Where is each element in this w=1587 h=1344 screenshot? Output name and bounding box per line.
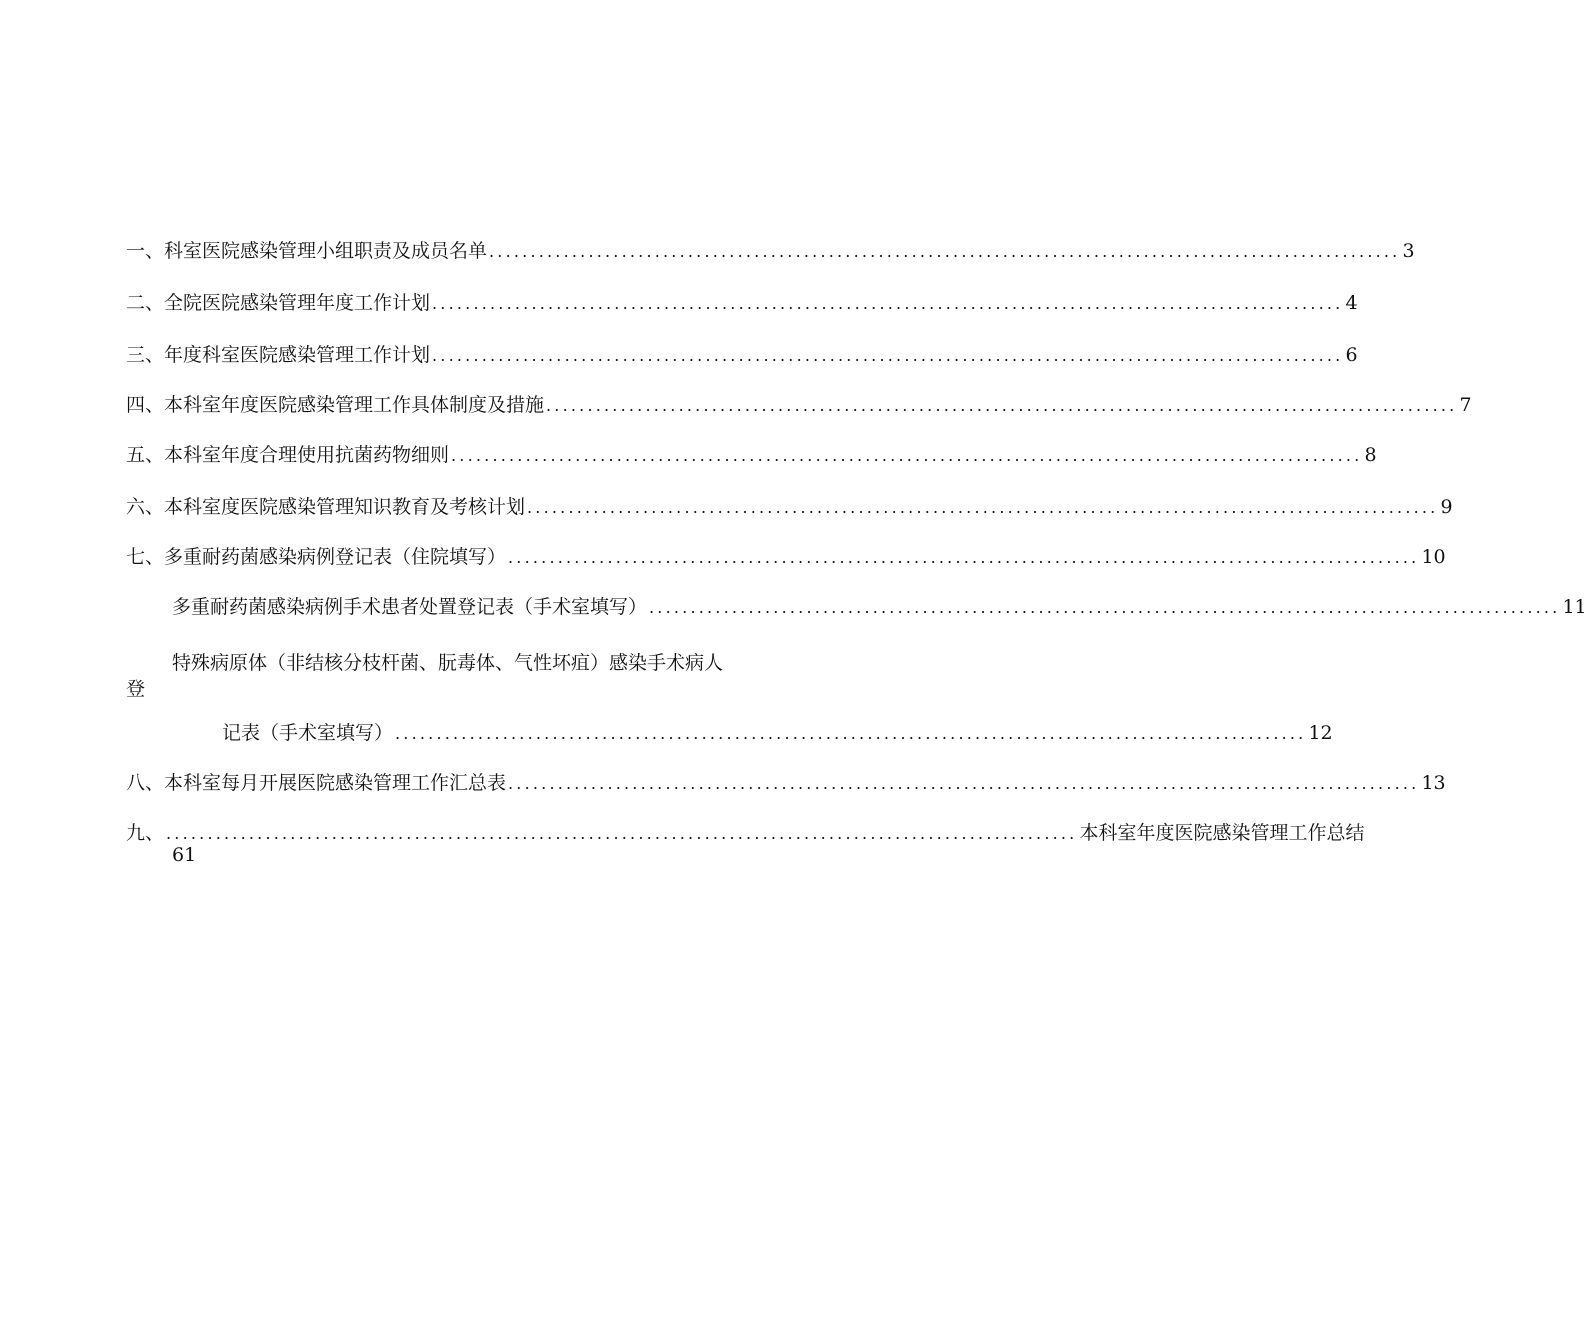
toc-entry-3[interactable] [126, 340, 1358, 370]
toc-entry-8[interactable] [126, 768, 1446, 798]
toc-page-number: 4 [1345, 292, 1358, 314]
toc-leader-dots: .............................................................................................................. [508, 548, 1420, 567]
toc-page-number: 6 [1345, 344, 1358, 366]
toc-leader-dots: .............................................................................................................. [489, 242, 1401, 261]
toc-entry-7-sub-2-line-2: 登 [126, 678, 146, 700]
toc-leader-dots: .............................................................................................................. [527, 498, 1439, 517]
toc-entry-title: 六、本科室度医院感染管理知识教育及考核计划 [126, 496, 526, 518]
toc-entry-title: 多重耐药菌感染病例手术患者处置登记表（手术室填写） [172, 596, 648, 618]
toc-entry-title: 记表（手术室填写） [222, 722, 394, 744]
toc-page-number: 12 [1308, 722, 1333, 744]
toc-leader-dots: .............................................................................................................. [451, 446, 1363, 465]
toc-page-number: 61 [172, 844, 197, 866]
toc-page-number: 3 [1402, 240, 1415, 262]
toc-entry-title: 一、科室医院感染管理小组职责及成员名单 [126, 240, 488, 262]
toc-entry-7-sub-2-line-1[interactable]: 特殊病原体（非结核分枝杆菌、朊毒体、气性坏疽）感染手术病人 [172, 652, 724, 674]
toc-leader-dots: .............................................................................................................. [166, 824, 1078, 843]
toc-entry-7-sub-1[interactable] [172, 592, 1587, 622]
toc-entry-2[interactable] [126, 288, 1358, 318]
toc-entry-1[interactable] [126, 236, 1415, 266]
toc-page-number: 8 [1364, 444, 1377, 466]
toc-entry-5[interactable] [126, 440, 1377, 470]
toc-leader-dots: .............................................................................................................. [432, 294, 1344, 313]
toc-leader-dots: .............................................................................................................. [432, 346, 1344, 365]
toc-entry-title: 三、年度科室医院感染管理工作计划 [126, 344, 431, 366]
toc-entry-title: 七、多重耐药菌感染病例登记表（住院填写） [126, 546, 507, 568]
toc-entry-title: 本科室年度医院感染管理工作总结 [1079, 822, 1365, 844]
toc-entry-title: 五、本科室年度合理使用抗菌药物细则 [126, 444, 450, 466]
toc-entry-title: 八、本科室每月开展医院感染管理工作汇总表 [126, 772, 507, 794]
toc-entry-6[interactable] [126, 492, 1453, 522]
toc-page-number: 7 [1459, 394, 1472, 416]
toc-entry-7[interactable] [126, 542, 1446, 572]
toc-entry-title: 二、全院医院感染管理年度工作计划 [126, 292, 431, 314]
toc-page-number: 13 [1421, 772, 1446, 794]
toc-page-number: 10 [1421, 546, 1446, 568]
toc-leader-dots: .............................................................................................................. [649, 598, 1561, 617]
toc-leader-dots: .............................................................................................................. [508, 774, 1420, 793]
toc-entry-title: 四、本科室年度医院感染管理工作具体制度及措施 [126, 394, 545, 416]
toc-page-number: 11 [1562, 596, 1587, 618]
toc-entry-9[interactable] [126, 818, 1365, 848]
toc-page-number: 9 [1440, 496, 1453, 518]
toc-entry-4[interactable] [126, 390, 1472, 420]
toc-leader-dots: .............................................................................................................. [546, 396, 1458, 415]
toc-leader-dots: .............................................................................................................. [395, 724, 1307, 743]
toc-entry-7-sub-2-line-3[interactable] [222, 718, 1333, 748]
toc-entry-prefix: 九、 [126, 822, 165, 844]
